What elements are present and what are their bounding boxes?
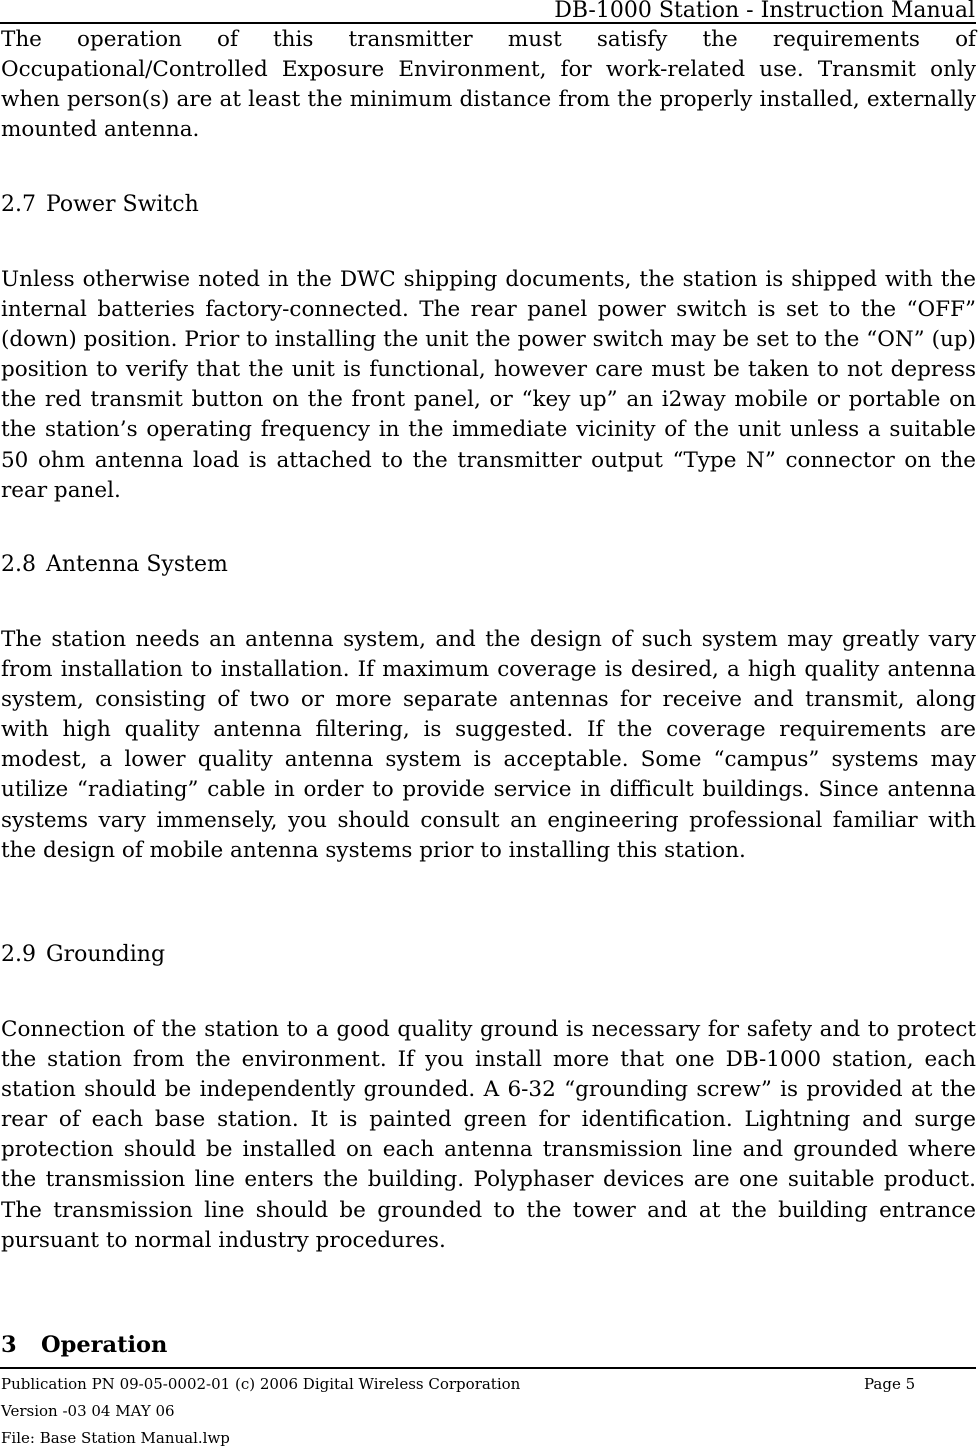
document-title: DB-1000 Station - Instruction Manual bbox=[554, 0, 975, 23]
section-number: 2.7 bbox=[1, 192, 36, 217]
section-body-power-switch: Unless otherwise noted in the DWC shipping documents, the station is shipped with the internal batteries factory-connected. The rear panel power switch is set to the “OFF” (down) position. Prior to installing the unit the power switch may be set to the “ON” (up) position to verify that the unit is functional, however care must be taken to not depress the red transmit button on the front panel, or “key up” an i2way mobile or portable on the station’s operating frequency in the immediate vicinity of the unit unless a suitable 50 ohm antenna load is attached to the transmitter output “Type N” connector on the rear panel. bbox=[1, 267, 976, 503]
section-number: 2.8 bbox=[1, 552, 36, 577]
chapter-number: 3 bbox=[1, 1332, 17, 1358]
section-heading-antenna-system bbox=[1, 550, 228, 580]
footer-page-number: Page 5 bbox=[864, 1375, 916, 1393]
section-number: 2.9 bbox=[1, 942, 36, 967]
footer-publication: Publication PN 09-05-0002-01 (c) 2006 Digital Wireless Corporation bbox=[1, 1375, 521, 1393]
section-heading-grounding bbox=[1, 940, 165, 970]
footer-file: File: Base Station Manual.lwp bbox=[1, 1429, 230, 1447]
footer-divider bbox=[0, 1367, 976, 1369]
header-divider bbox=[0, 22, 976, 24]
section-heading-power-switch bbox=[1, 190, 199, 220]
intro-paragraph: The operation of this transmitter must satisfy the requirements of Occupational/Controlled Exposure Environment, for work-related use. Transmit only when person(s) are at least the minimum distance from the properly installed, externally mounted antenna. bbox=[1, 27, 976, 143]
chapter-heading-operation bbox=[1, 1330, 167, 1360]
chapter-title: Operation bbox=[41, 1332, 168, 1358]
footer-version: Version -03 04 MAY 06 bbox=[1, 1402, 175, 1420]
section-title: Grounding bbox=[46, 942, 166, 967]
section-title: Antenna System bbox=[46, 552, 228, 577]
section-body-grounding: Connection of the station to a good quality ground is necessary for safety and to protect the station from the environment. If you install more that one DB-1000 station, each station should be independently grounded. A 6-32 “grounding screw” is provided at the rear of each base station. It is painted green for identification. Lightning and surge protection should be installed on each antenna transmission line and grounded where the transmission line enters the building. Polyphaser devices are one suitable product. The transmission line should be grounded to the tower and at the building entrance pursuant to normal industry procedures. bbox=[1, 1017, 976, 1253]
section-body-antenna-system: The station needs an antenna system, and the design of such system may greatly vary from installation to installation. If maximum coverage is desired, a high quality antenna system, consisting of two or more separate antennas for receive and transmit, along with high quality antenna filtering, is suggested. If the coverage requirements are modest, a lower quality antenna system is acceptable. Some “campus” systems may utilize “radiating” cable in order to provide service in difficult buildings. Since antenna systems vary immensely, you should consult an engineering professional familiar with the design of mobile antenna systems prior to installing this station. bbox=[1, 627, 976, 863]
section-title: Power Switch bbox=[46, 192, 199, 217]
